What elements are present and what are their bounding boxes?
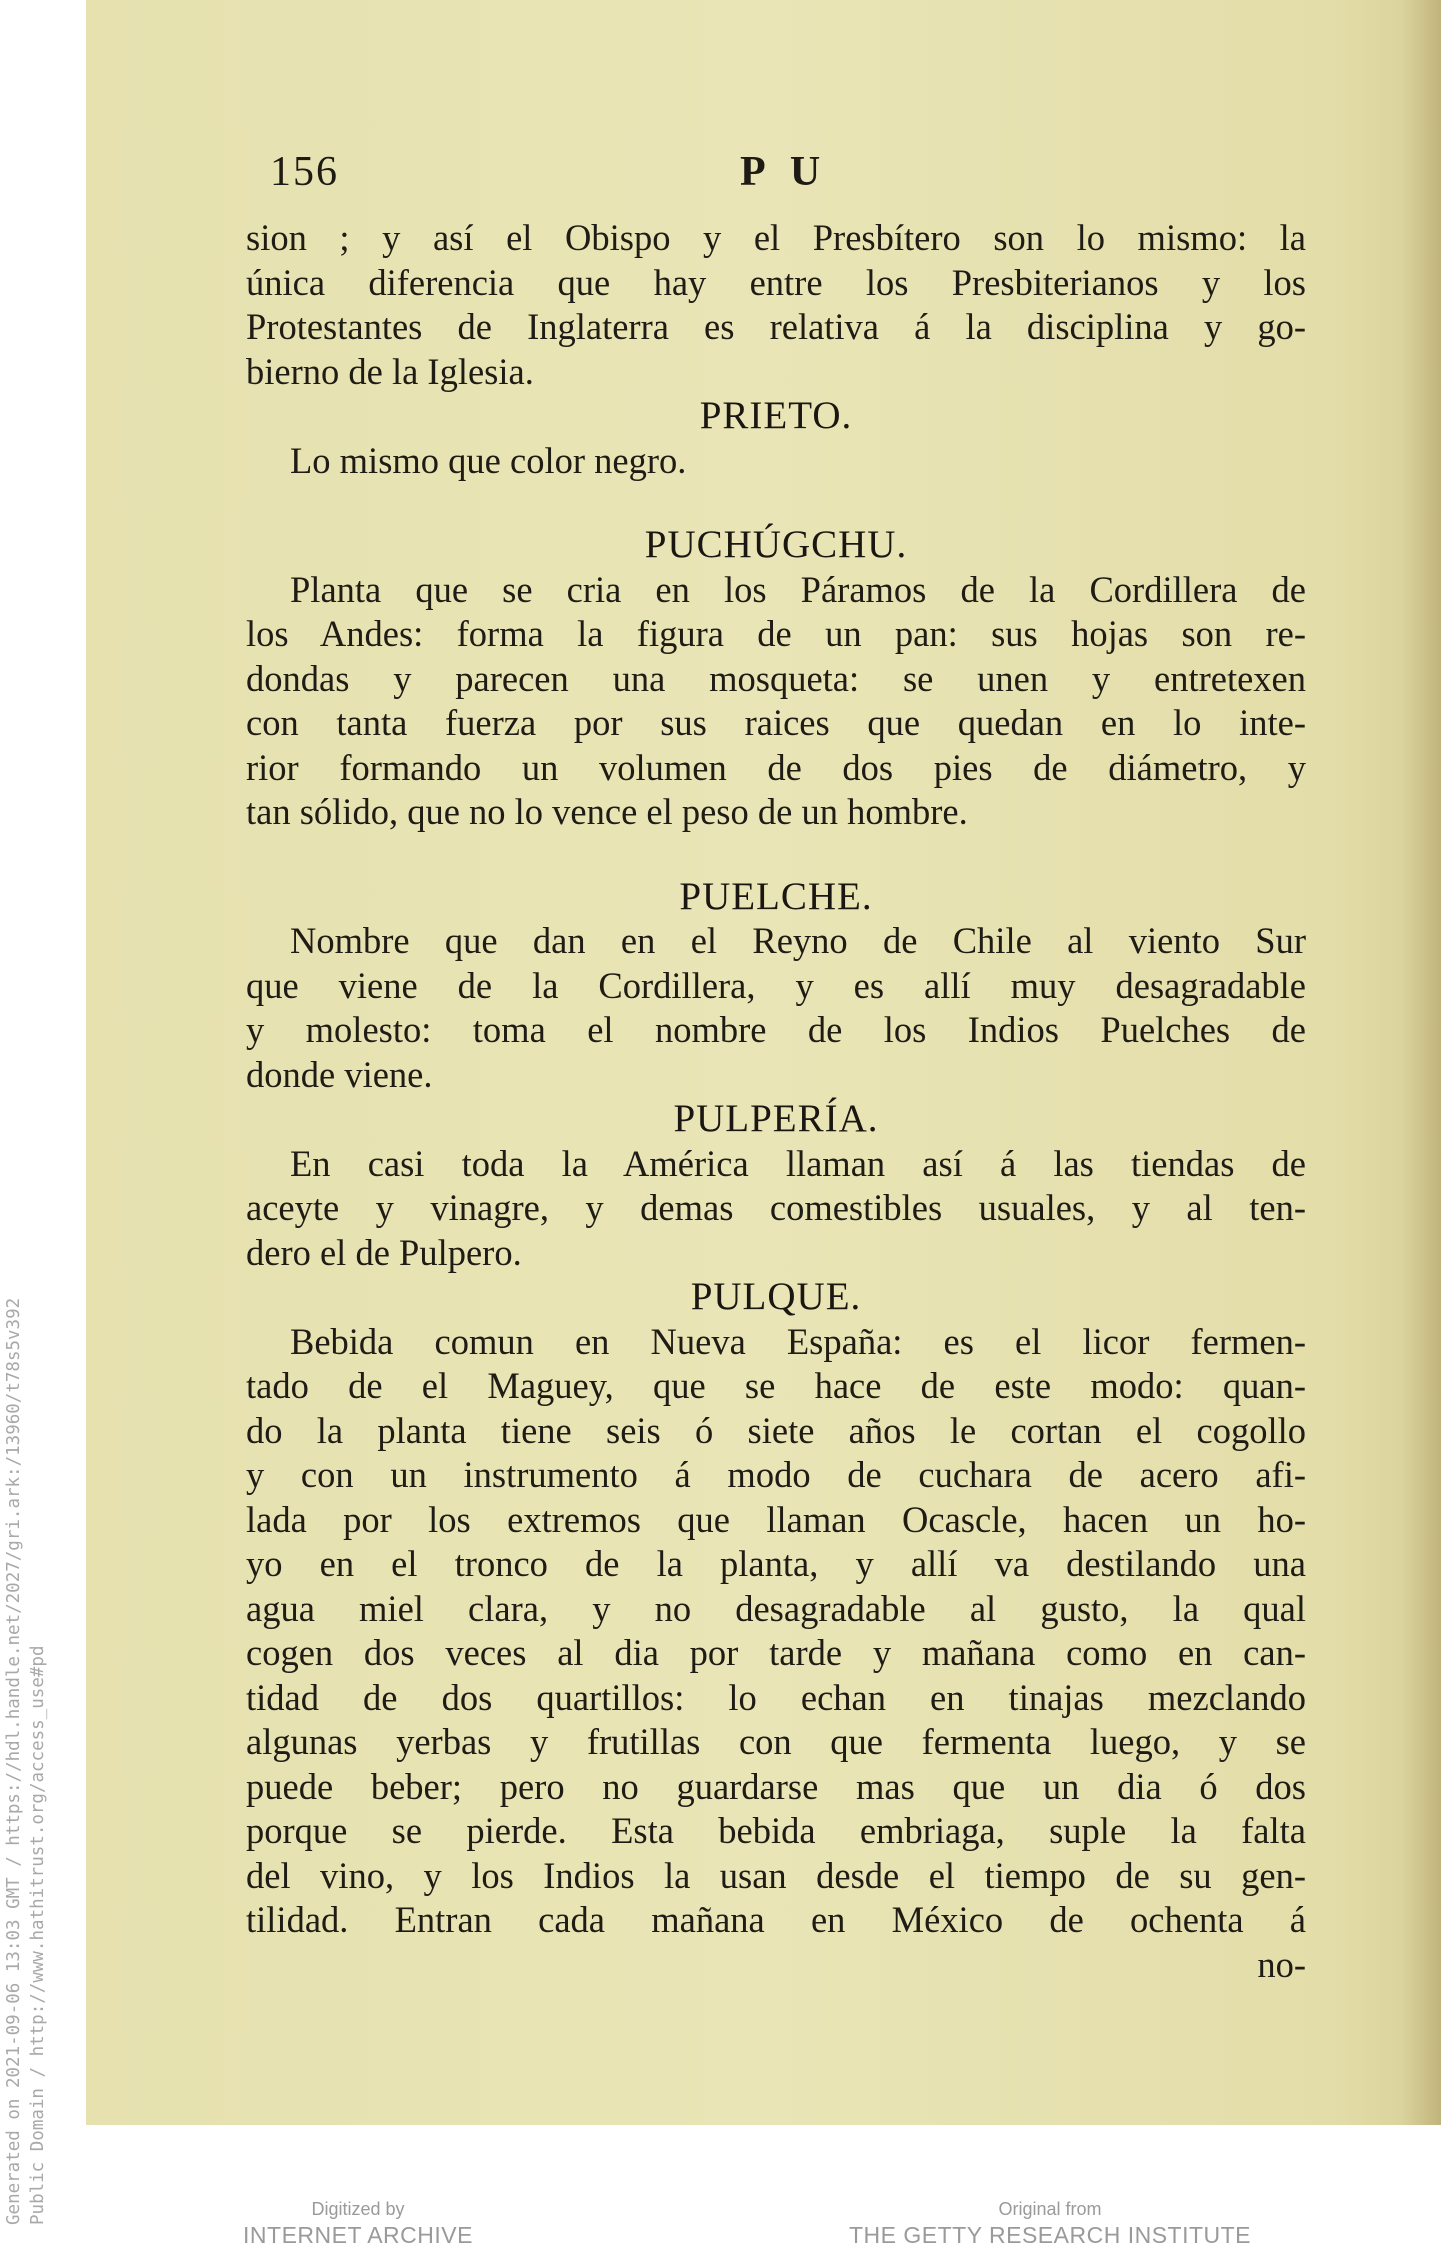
text-line: aceyte y vinagre, y demas comestibles usuales, y al ten- xyxy=(246,1187,1306,1228)
original-from-credit xyxy=(840,2198,1260,2250)
text-line: Planta que se cria en los Páramos de la Cordillera de xyxy=(290,568,1306,610)
stamp-line-license: Public Domain / http://www.hathitrust.org/access_use#pd xyxy=(28,1645,48,2225)
continuation-paragraph xyxy=(246,216,1306,394)
original-from-label: Original from xyxy=(998,2199,1102,2219)
text-line: del vino, y los Indios la usan desde el tiempo de su gen- xyxy=(246,1854,1306,1896)
catchword: no- xyxy=(1257,1943,1306,1985)
digitized-by-credit xyxy=(148,2198,568,2250)
text-line: agua miel clara, y no desagradable al gusto, la qual xyxy=(246,1587,1306,1629)
text-line: única diferencia que hay entre los Presbiterianos y los xyxy=(246,261,1306,303)
text-line: tado de el Maguey, que se hace de este modo: quan- xyxy=(246,1365,1306,1406)
text-line: dero el de Pulpero. xyxy=(246,1231,522,1273)
entry-pulperia xyxy=(246,1097,1306,1275)
entry-headword: PRIETO. xyxy=(699,394,853,437)
text-line: do la planta tiene seis ó siete años le cortan el cogollo xyxy=(246,1409,1306,1451)
internet-archive-label: INTERNET ARCHIVE xyxy=(243,2222,473,2248)
text-line: algunas yerbas y frutillas con que fermenta luego, y se xyxy=(246,1721,1306,1762)
stamp-line-generated: Generated on 2021-09-06 13:03 GMT / https://hdl.handle.net/2027/gri.ark:/13960/t78s5v392 xyxy=(4,1297,24,2225)
binding-shadow xyxy=(1401,0,1441,2125)
text-line: rior formando un volumen de dos pies de diámetro, y xyxy=(246,746,1306,788)
page-header xyxy=(270,148,1310,204)
text-line: y molesto: toma el nombre de los Indios Puelches de xyxy=(246,1009,1306,1050)
entry-headword: PUCHÚGCHU. xyxy=(644,523,908,566)
entry-headword: PUELCHE. xyxy=(679,874,873,918)
text-line: puede beber; pero no guardarse mas que un dia ó dos xyxy=(246,1765,1306,1807)
text-line: Protestantes de Inglaterra es relativa á la disciplina y go- xyxy=(246,306,1306,347)
entry-headword: PULPERÍA. xyxy=(673,1097,879,1140)
text-line: y con un instrumento á modo de cuchara de acero afi- xyxy=(246,1454,1306,1495)
text-line: cogen dos veces al dia por tarde y mañana como en can- xyxy=(246,1632,1306,1673)
text-line: con tanta fuerza por sus raices que quedan en lo inte- xyxy=(246,702,1306,743)
text-line: tidad de dos quartillos: lo echan en tinajas mezclando xyxy=(246,1676,1306,1718)
digitization-footer xyxy=(0,2190,1441,2255)
text-line: porque se pierde. Esta bebida embriaga, suple la falta xyxy=(246,1810,1306,1851)
entry-pulque xyxy=(246,1275,1306,1943)
entry-headword: PULQUE. xyxy=(690,1275,862,1318)
digitized-by-label: Digitized by xyxy=(311,2199,405,2219)
text-line: Bebida comun en Nueva España: es el licor fermen- xyxy=(290,1320,1306,1362)
text-line: En casi toda la América llaman así á las tiendas de xyxy=(290,1142,1306,1184)
text-line: que viene de la Cordillera, y es allí muy desagradable xyxy=(246,964,1306,1006)
text-line: los Andes: forma la figura de un pan: sus hojas son re- xyxy=(246,613,1306,654)
text-line: tan sólido, que no lo vence el peso de un hombre. xyxy=(246,791,968,832)
getty-institute-label: THE GETTY RESEARCH INSTITUTE xyxy=(848,2222,1252,2248)
body-text xyxy=(246,216,1306,1987)
running-head: P U xyxy=(740,149,829,195)
hathitrust-generation-stamp xyxy=(2,1298,50,2225)
text-line: Lo mismo que color negro. xyxy=(290,439,687,481)
entry-prieto xyxy=(246,394,1306,483)
text-line: sion ; y así el Obispo y el Presbítero son lo mismo: la xyxy=(246,217,1306,258)
text-line: tilidad. Entran cada mañana en México de ochenta á xyxy=(246,1899,1306,1940)
page-number: 156 xyxy=(270,149,339,195)
text-line: Nombre que dan en el Reyno de Chile al viento Sur xyxy=(290,920,1306,961)
text-line: bierno de la Iglesia. xyxy=(246,350,534,392)
text-line: lada por los extremos que llaman Ocascle, hacen un ho- xyxy=(246,1498,1306,1540)
text-line: dondas y parecen una mosqueta: se unen y entretexen xyxy=(246,657,1306,699)
entry-puelche xyxy=(246,875,1306,1098)
entry-puchugchu xyxy=(246,523,1306,835)
text-line: yo en el tronco de la planta, y allí va destilando una xyxy=(246,1543,1306,1584)
text-line: donde viene. xyxy=(246,1053,433,1095)
